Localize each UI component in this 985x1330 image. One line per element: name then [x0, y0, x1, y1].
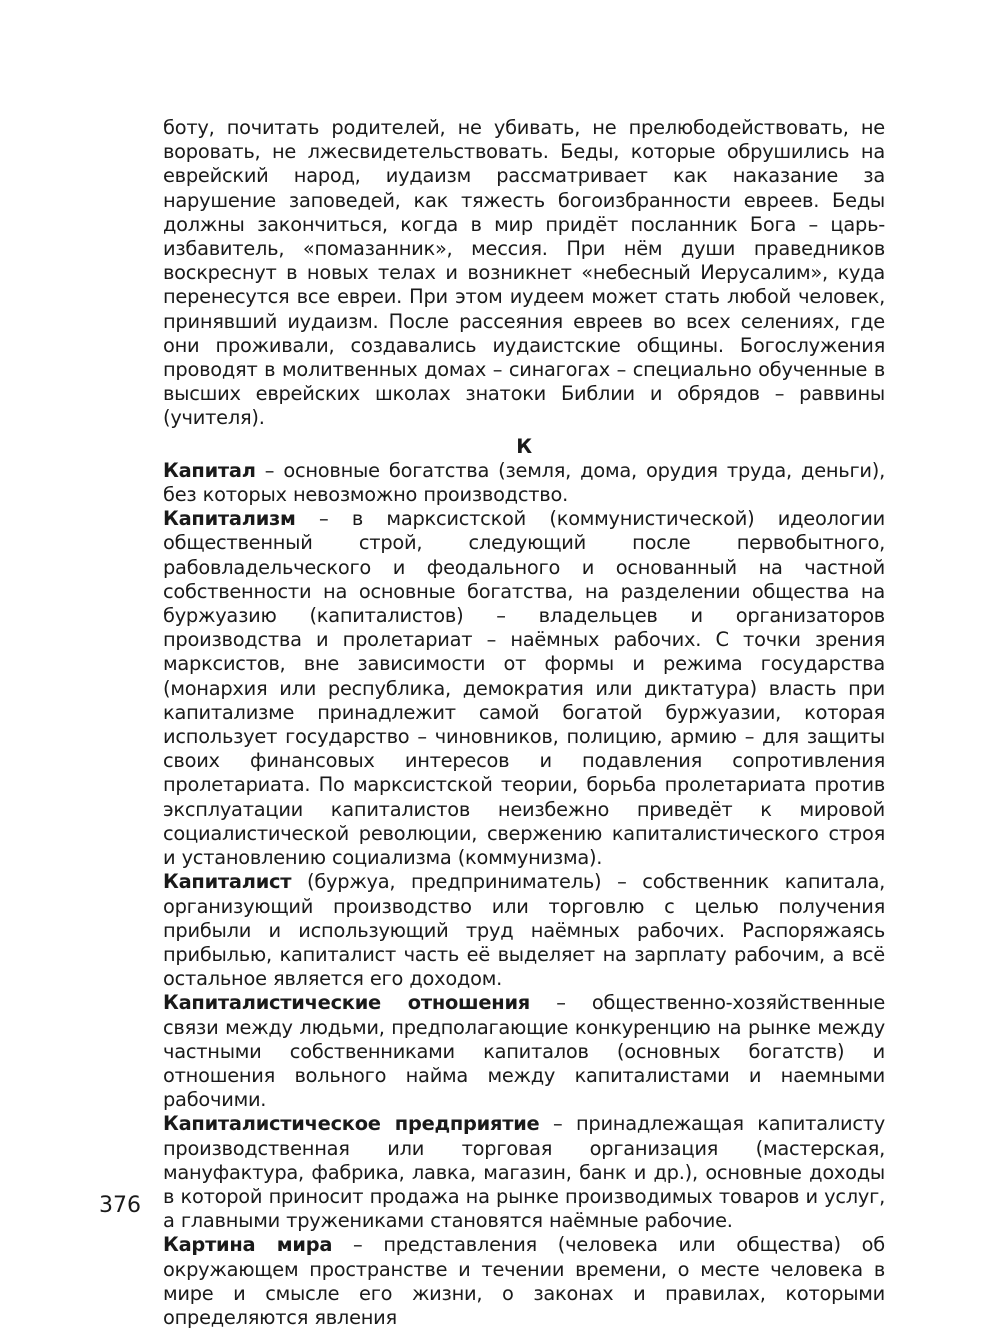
- entry-definition: – в марксистской (коммунистической) идеологии общественный строй, следующий после первобытного, рабовладельческого и феодального и основанный на частной собственности на основные богатства, на разделении общества на буржуазию (капиталистов) – владельцев и организаторов производства и пролетариат – наёмных рабочих. С точки зрения марксистов, вне зависимости от формы и режима государства (монархия или республика, демократия или диктатура) власть при капитализме принадлежит самой богатой буржуазии, которая использует государство – чиновников, полицию, армию – для защиты своих финансовых интересов и подавления сопротивления пролетариата. По марксистской теории, борьба пролетариата против эксплуатации капиталистов неизбежно приведёт к мировой социалистической революции, свержению капиталистического строя и установлению социализма (коммунизма).: [163, 507, 885, 870]
- entry-kapitalist: [163, 870, 885, 991]
- entry-definition: (буржуа, предприниматель) – собственник капитала, организующий производство или торговлю с целью получения прибыли и использующий труд наёмных рабочих. Распоряжаясь прибылью, капиталист часть её выделяет на зарплату рабочим, а всё остальное является его доходом.: [163, 870, 885, 991]
- entry-definition: – основные богатства (земля, дома, орудия труда, деньги), без которых невозможно производство.: [163, 458, 885, 507]
- entry-term: Капиталистическое предприятие: [163, 1112, 540, 1136]
- entry-definition: – принадлежащая капиталисту производственная или торговая организация (мастерская, мануфактура, фабрика, лавка, магазин, банк и др.), основные доходы в которой приносит продажа на рынке производимых товаров и услуг, а главными тружениками становятся наёмные рабочие.: [163, 1112, 886, 1233]
- entry-term: Капиталистические отношения: [163, 991, 530, 1015]
- entry-term: Капитализм: [163, 507, 296, 531]
- entry-term: Картина мира: [163, 1233, 333, 1257]
- entry-kapitalisticheskie-otnosheniya: [163, 991, 885, 1112]
- page-number: 376: [99, 1193, 141, 1218]
- page-body: [163, 116, 885, 1330]
- entry-kapitalisticheskoe-predpriyatie: [163, 1112, 885, 1233]
- intro-paragraph: боту, почитать родителей, не убивать, не прелюбодействовать, не воровать, не лжесвидетельствовать. Беды, которые обрушились на еврейский народ, иудаизм рассматривает как наказание за нарушение заповедей, как тяжесть богоизбранности евреев. Беды должны закончиться, когда в мир придёт посланник Бога – царь-избавитель, «помазанник», мессия. При нём души праведников воскреснут в новых телах и возникнет «небесный Иерусалим», куда перенесутся все евреи. При этом иудеем может стать любой человек, принявший иудаизм. После рассеяния евреев во всех селениях, где они проживали, создавались иудаистские общины. Богослужения проводят в молитвенных домах – синагогах – специально обученные в высших еврейских школах знатоки Библии и обрядов – раввины (учителя).: [163, 116, 885, 430]
- entry-kapital: [163, 459, 885, 507]
- entry-definition: – представления (человека или общества) об окружающем пространстве и течении времени, о месте человека в мире и смысле его жизни, о законах и правилах, которыми определяются явления: [163, 1233, 886, 1329]
- entry-term: Капиталист: [163, 870, 292, 894]
- entry-definition: – общественно-хозяйственные связи между людьми, предполагающие конкуренцию на рынке между частными собственниками капиталов (основных богатств) и отношения вольного найма между капиталистами и наемными рабочими.: [163, 991, 885, 1112]
- entry-kartina-mira: [163, 1233, 885, 1330]
- entry-term: Капитал: [163, 458, 256, 482]
- section-letter-heading: К: [516, 434, 532, 458]
- entry-kapitalizm: [163, 507, 885, 870]
